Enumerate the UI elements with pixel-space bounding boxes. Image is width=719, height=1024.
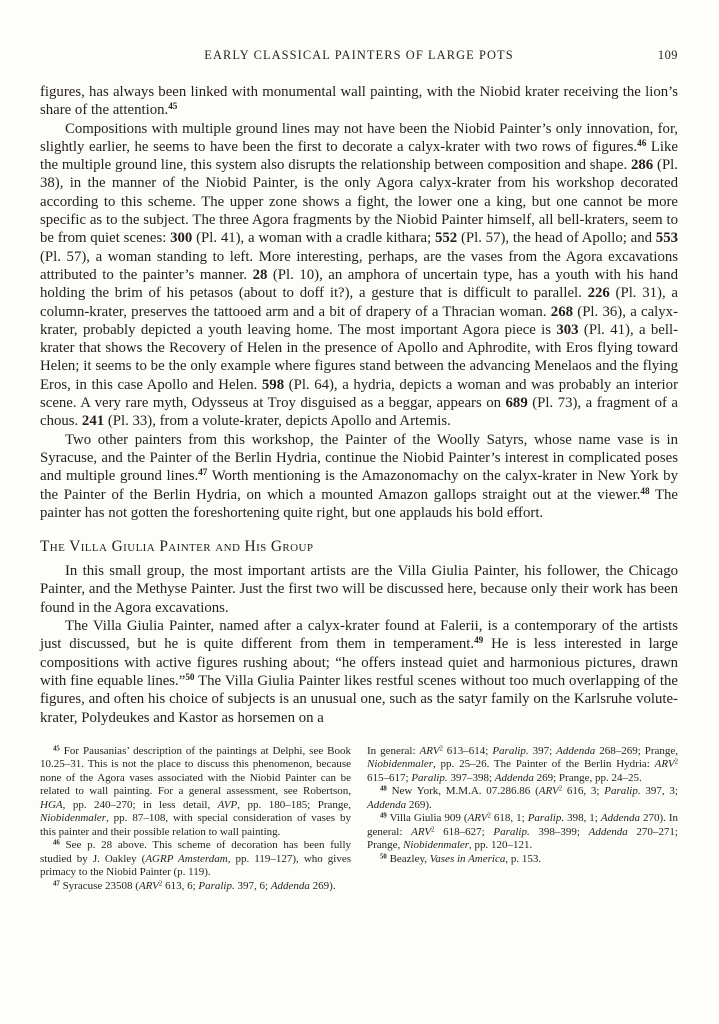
footnotes-right-column [367, 745, 678, 894]
footnotes-left-column [40, 745, 351, 894]
body-text [40, 83, 678, 727]
paragraph: The Villa Giulia Painter, named after a calyx-krater found at Falerii, is a contemporary of the artists just discussed, but he is quite different from them in temperament.$^{49}$ He is less interested in large compositions with active figures rushing about; “he offers instead quiet and harmonious pictures, drawn with fine equable lines.”$^{50}$ The Villa Giulia Painter likes restful scenes without too much overlapping of the figures, and often his choice of subjects is an unusual one, such as the satyr family on the Karlsruhe volute-krater, Polydeukes and Kastor as horsemen on a [40, 618, 678, 726]
running-title: EARLY CLASSICAL PAINTERS OF LARGE POTS [204, 48, 514, 62]
section-heading: The Villa Giulia Painter and His Group [40, 538, 314, 556]
footnotes [40, 745, 678, 894]
paragraph-group-top [40, 83, 678, 522]
paragraph: $^{50}$ Beazley, Vases in America, p. 153. [380, 852, 542, 865]
paragraph: Compositions with multiple ground lines may not have been the Niobid Painter’s only innovation, for, slightly earlier, he seems to have been the first to decorate a calyx-krater with two rows of figures.$^{46}$ Like the multiple ground line, this system also disrupts the relationship between composition and shape. 286 (Pl. 38), in the manner of the Niobid Painter, is the only Agora calyx-krater from his workshop decorated according to this scheme. The upper zone shows a fight, the lower one a king, but one cannot be more specific as to the subject. The three Agora fragments by the Niobid Painter himself, all bell-kraters, seem to be from quiet scenes: 300 (Pl. 41), a woman with a cradle kithara; 552 (Pl. 57), the head of Apollo; and 553 (Pl. 57), a woman standing to left. More interesting, perhaps, are the vases from the Agora excavations attributed to the painter’s manner. 28 (Pl. 10), an amphora of uncertain type, has a youth with his hand holding the brim of his petasos (about to doff it?), a gesture that is difficult to parallel. 226 (Pl. 31), a column-krater, preserves the tattooed arm and a bit of drapery of a Thracian woman. 268 (Pl. 36), a calyx-krater, probably depicted a youth leaving home. The most important Agora piece is 303 (Pl. 41), a bell-krater that shows the Recovery of Helen in the presence of Apollo and Aphrodite, with Eros flying toward Helen; it seems to be the only example where figures stand between the advancing Menelaos and the flying Eros, in this case Apollo and Helen. 598 (Pl. 64), a hydria, depicts a woman and was probably an interior scene. A very rare myth, Odysseus at Troy disguised as a beggar, appears on 689 (Pl. 73), a fragment of a chous. 241 (Pl. 33), from a volute-krater, depicts Apollo and Artemis. [40, 120, 678, 430]
paragraph: figures, has always been linked with monumental wall painting, with the Niobid krater receiving the lion’s share of the attention.$^{45}$ [40, 84, 678, 119]
paragraph: $^{45}$ For Pausanias’ description of the paintings at Delphi, see Book 10.25–31. This is not the place to discuss this phenomenon, because none of the Agora vases associated with the Niobid Painter can be related to wall painting. For a general assessment, see Robertson, HGA, pp. 240–270; in less detail, AVP, pp. 180–185; Prange, Niobidenmaler, pp. 87–108, with special consideration of vases by this painter and their possible relation to wall painting. [40, 744, 352, 838]
paragraph: $^{49}$ Villa Giulia 909 (ARV$^2$ 618, 1; Paralip. 398, 1; Addenda 270). In general: ARV$^2$ 618–627; Paralip. 398–399; Addenda 270–271; Prange, Niobidenmaler, pp. 120–121. [367, 812, 679, 852]
paragraph: $^{46}$ See p. 28 above. This scheme of decoration has been fully studied by J. Oakley (AGRP Amsterdam, pp. 119–127), who gives primacy to the Niobid Painter (p. 119). [40, 839, 352, 879]
paragraph: Two other painters from this workshop, the Painter of the Woolly Satyrs, whose name vase is in Syracuse, and the Painter of the Berlin Hydria, continue the Niobid Painter’s interest in complicated poses and multiple ground lines.$^{47}$ Worth mentioning is the Amazonomachy on the calyx-krater in New York by the Painter of the Berlin Hydria, on which a mounted Amazon gallops straight out at the viewer.$^{48}$ The painter has not gotten the foreshortening quite right, but one applauds his bold effort. [40, 431, 678, 521]
paragraph: In general: ARV$^2$ 613–614; Paralip. 397; Addenda 268–269; Prange, Niobidenmaler, pp. 25–26. The Painter of the Berlin Hydria: ARV$^2$ 615–617; Paralip. 397–398; Addenda 269; Prange, pp. 24–25. [367, 744, 678, 784]
paragraph: $^{47}$ Syracuse 23508 (ARV$^2$ 613, 6; Paralip. 397, 6; Addenda 269). [53, 879, 336, 892]
running-header [40, 48, 678, 64]
paragraph: In this small group, the most important artists are the Villa Giulia Painter, his follower, the Chicago Painter, and the Methyse Painter. Just the first two will be discussed here, because only their work has been found in the Agora excavations. [40, 563, 678, 616]
paragraph: $^{48}$ New York, M.M.A. 07.286.86 (ARV$^2$ 616, 3; Paralip. 397, 3; Addenda 269). [367, 785, 678, 811]
page-number: 109 [657, 48, 678, 62]
paragraph-group-bottom [40, 562, 678, 727]
